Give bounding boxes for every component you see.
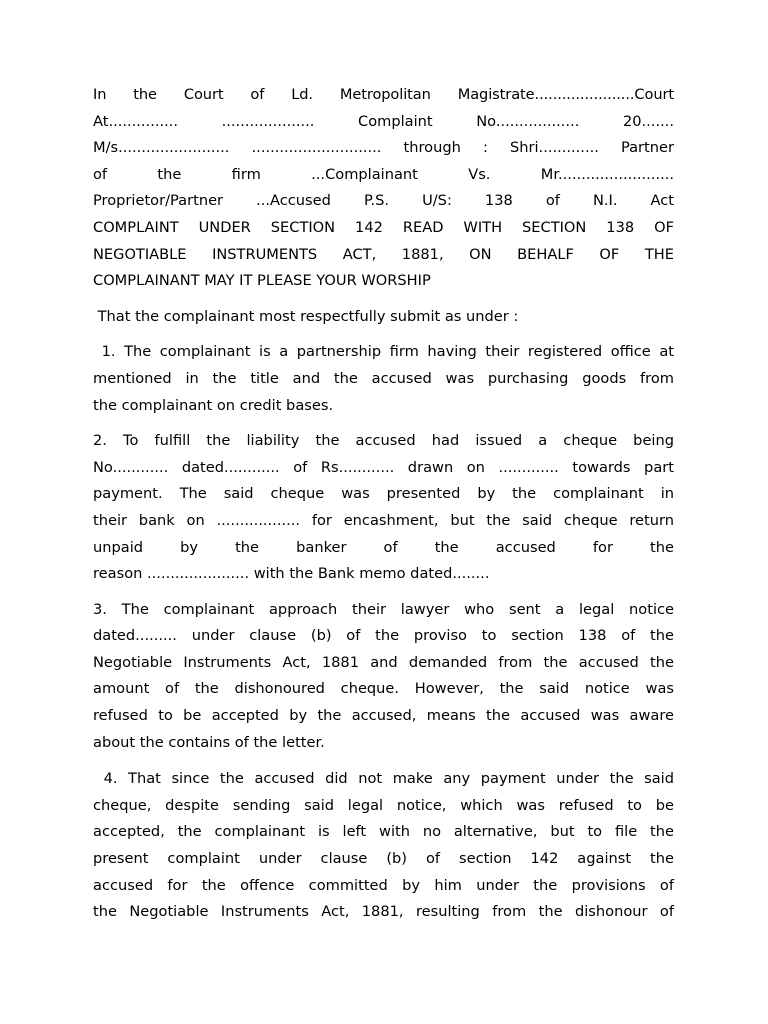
paragraph-line: amount of the dishonoured cheque. However, the said notice was: [93, 680, 674, 698]
paragraph-line: accepted, the complainant is left with no alternative, but to file the: [93, 823, 674, 841]
header-line: M/s........................ ............................ through : Shri............. Partner: [93, 139, 674, 157]
paragraph-line: 2. To fulfill the liability the accused had issued a cheque being: [93, 432, 674, 450]
header-line: COMPLAINT UNDER SECTION 142 READ WITH SECTION 138 OF: [93, 218, 674, 236]
header-line: of the firm ...Complainant Vs. Mr.........................: [93, 165, 674, 183]
paragraph-3: [93, 597, 674, 757]
header-line: Proprietor/Partner ...Accused P.S. U/S: 138 of N.I. Act: [93, 192, 674, 210]
paragraph-1: [93, 339, 674, 419]
paragraph-line: unpaid by the banker of the accused for the: [93, 538, 674, 556]
paragraph-line: the complainant on credit bases.: [93, 396, 334, 414]
paragraph-line: 3. The complainant approach their lawyer who sent a legal notice: [93, 600, 674, 618]
paragraph-line: their bank on .................. for encashment, but the said cheque return: [93, 511, 674, 529]
paragraph-4: [93, 766, 674, 926]
paragraph-line: present complaint under clause (b) of section 142 against the: [93, 850, 674, 868]
paragraph-line: the Negotiable Instruments Act, 1881, resulting from the dishonour of: [93, 903, 674, 921]
paragraph-line: dated......... under clause (b) of the proviso to section 138 of the: [93, 627, 674, 645]
paragraph-line: reason ...................... with the Bank memo dated........: [93, 565, 490, 583]
paragraph-2: [93, 428, 674, 588]
paragraph-line: mentioned in the title and the accused was purchasing goods from: [93, 369, 674, 387]
case-header: [93, 82, 674, 295]
header-line: In the Court of Ld. Metropolitan Magistrate......................Court: [93, 86, 674, 103]
complaint-document: [93, 82, 674, 926]
paragraph-line: accused for the offence committed by him under the provisions of: [93, 876, 674, 894]
header-line: NEGOTIABLE INSTRUMENTS ACT, 1881, ON BEHALF OF THE: [93, 245, 674, 263]
paragraph-line: 1. The complainant is a partnership firm having their registered office at: [93, 343, 674, 361]
paragraph-line: payment. The said cheque was presented by the complainant in: [93, 485, 674, 503]
paragraph-line: 4. That since the accused did not make any payment under the said: [93, 770, 674, 788]
header-line: COMPLAINANT MAY IT PLEASE YOUR WORSHIP: [93, 272, 431, 290]
intro-paragraph: That the complainant most respectfully submit as under :: [93, 307, 519, 325]
paragraph-line: refused to be accepted by the accused, means the accused was aware: [93, 707, 674, 725]
paragraph-line: about the contains of the letter.: [93, 733, 325, 751]
header-line: At............... .................... Complaint No.................. 20.......: [93, 112, 674, 130]
paragraph-line: No............ dated............ of Rs............ drawn on ............. towards part: [93, 458, 674, 476]
paragraph-line: cheque, despite sending said legal notice, which was refused to be: [93, 796, 674, 814]
paragraph-line: Negotiable Instruments Act, 1881 and demanded from the accused the: [93, 653, 674, 671]
